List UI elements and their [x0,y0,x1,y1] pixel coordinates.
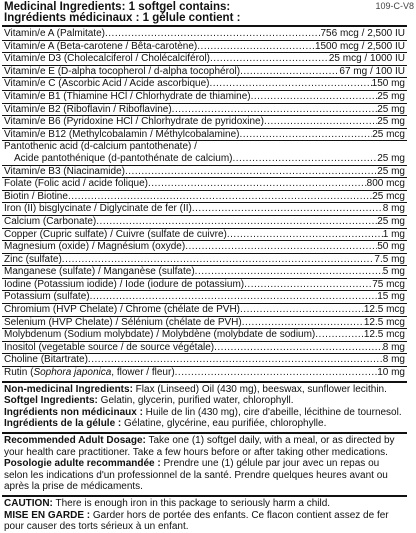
ingredient-name: Vitamin/e E (D-alpha tocopherol / d-alpha tocophérol) [4,65,241,77]
ingredient-amount: 25 mg [377,103,405,115]
ingredient-row [2,342,407,355]
leader-dots [88,354,383,366]
nonmed-fr-label: Ingrédients non médicinaux : [4,406,143,418]
ingredient-row [2,78,407,91]
ingredient-name: Choline (Bitartrate) [4,354,88,366]
leader-dots [105,28,321,40]
ingredient-row [2,53,407,66]
ingredient-row [2,104,407,117]
ingredient-amount: 150 mg [371,78,405,90]
nonmed-label: Non-medicinal Ingredients: [4,383,133,395]
ingredient-row-rutin [2,367,407,379]
ingredient-row [2,203,407,216]
pantothenic-line1: Pantothenic acid (d-calcium pantothenate) / [4,141,197,153]
ingredient-name: Vitamin/e B2 (Riboflavin / Riboflavine) [4,103,172,115]
leader-dots [68,191,372,203]
ingredient-amount: 25 mcg [372,128,405,140]
ingredient-row [2,266,407,279]
leader-dots [227,229,383,241]
ingredient-row [2,291,407,304]
ingredient-row [2,304,407,317]
ingredient-row [2,66,407,79]
gel-fr-label: Ingrédients de la gélule : [4,418,122,430]
ingredient-name: Biotin / Biotine [4,190,68,202]
rutin-name-post: , flower / fleur) [111,367,175,379]
ingredient-row [2,254,407,267]
non-medicinal-section [2,384,407,430]
ingredient-row [2,41,407,54]
leader-dots [251,91,378,103]
leader-dots [195,266,383,278]
ingredient-name: Vitamin/e A (Palmitate) [4,28,105,39]
ingredient-name: Molybdenum (Sodium molybdate) / Molybdène (molybdate de sodium) [4,329,316,341]
ingredient-row [2,166,407,179]
ingredient-name: Potassium (sulfate) [4,291,90,303]
caution-section [2,498,407,533]
ingredient-row [2,91,407,104]
ingredient-row [2,116,407,129]
ingredient-amount: 25 mg [377,165,405,177]
section-rule [2,381,407,383]
leader-dots [197,41,315,53]
ingredient-amount: 25 mg [377,90,405,102]
ingredient-amount: 12.5 mcg [363,316,405,328]
ingredient-amount: 67 mg / 100 IU [339,65,405,77]
ingredient-name: Inositol (vegetable source / de source végétale) [4,341,215,353]
ingredient-amount: 1 mg [382,228,405,240]
leader-dots [239,129,372,141]
leader-dots [185,241,377,253]
ingredient-name: Copper (Cupric sulfate) / Cuivre (sulfate de cuivre) [4,228,227,240]
ingredient-row [2,191,407,204]
leader-dots [242,317,364,329]
gel-fr-text: Gélatine, glycérine, eau purifiée, chlorophylle. [121,418,327,430]
ingredient-amount: 1500 mcg / 2,500 IU [314,40,405,52]
caution-fr-text: Garder hors de portée des enfants. Ce flacon contient assez de fer pour causer des torts sérieux à un enfant. [4,509,389,533]
softgel-label: Softgel Ingredients: [4,395,98,407]
caution-text: There is enough iron in this package to seriously harm a child. [52,497,331,509]
ingredient-amount: 25 mg [377,215,405,227]
ingredient-name: Manganese (sulfate) / Manganèse (sulfate) [4,266,195,278]
ingredient-name: Iodine (Potassium iodide) / Iode (iodure de potassium) [4,278,245,290]
pantothenic-line2 [2,153,407,165]
dosage-fr-text: Prendre une (1) gélule par jour avec un repas ou selon les indications d'un professionnel de la santé. Prendre quelques heures avant ou après la prise de médicaments. [4,458,388,493]
dosage-section [2,435,407,493]
section-rule [2,432,407,434]
leader-dots [62,254,375,266]
ingredient-amount: 12.5 mcg [363,329,405,341]
ingredient-amount: 8 mg [382,354,405,366]
ingredient-amount: 75 mcg [372,278,405,290]
ingredient-row [2,216,407,229]
header-rule [2,25,407,27]
ingredient-amount: 8 mg [382,341,405,353]
ingredient-name: Vitamin/e A (Beta-carotene / Bêta-carotène) [4,40,198,52]
ingredient-amount: 25 mcg [372,190,405,202]
ingredient-row [2,129,407,142]
ingredient-name: Vitamin/e B1 (Thiamine HCl / Chlorhydrate de thiamine) [4,90,251,102]
ingredient-row [2,229,407,242]
ingredient-row [2,28,407,41]
ingredient-row [2,354,407,367]
ingredient-name: Selenium (HVP Chelate) / Sélénium (chélate de PVH) [4,316,242,328]
leader-dots [315,329,364,341]
ingredient-name: Calcium (Carbonate) [4,215,97,227]
ingredient-amount: 15 mg [377,291,405,303]
header-french: Ingrédients médicinaux : 1 gélule contient : [4,12,241,24]
ingredient-name: Vitamin/e C (Ascorbic Acid / Acide ascorbique) [4,78,210,90]
ingredient-row [2,279,407,292]
leader-dots [210,53,329,65]
leader-dots [214,342,383,354]
ingredient-name: Vitamin/e B6 (Pyridoxine HCl / Chlorhydrate de pyridoxine) [4,116,264,128]
leader-dots [209,78,371,90]
rutin-name-pre: Rutin ( [4,367,34,379]
ingredient-amount: 7.5 mg [374,253,405,265]
caution-fr-label: MISE EN GARDE : [4,509,91,521]
ingredient-name: Magnesium (oxide) / Magnésium (oxyde) [4,241,186,253]
leader-dots [232,153,377,165]
ingredient-name: Folate (Folic acid / acide folique) [4,178,148,190]
dosage-fr-label: Posologie adulte recommandée : [4,458,161,470]
product-code: 109-C-V8 [375,1,414,11]
leader-dots [90,291,378,303]
leader-dots [264,116,377,128]
nonmed-text: Flax (Linseed) Oil (430 mg), beeswax, sunflower lecithin. [132,383,387,395]
ingredient-row [2,329,407,342]
leader-dots [192,203,383,215]
header-english: Medicinal Ingredients: 1 softgel contains: [4,1,231,13]
ingredient-name: Chromium (HVP Chelate) / Chrome (chélate de PVH) [4,304,241,316]
ingredient-name: Vitamin/e B3 (Niacinamide) [4,165,125,177]
ingredient-name: Acide pantothénique (d-pantothénate de calcium) [14,152,233,164]
dosage-text: Take one (1) softgel daily, with a meal, or as directed by your health care practitioner. Take a few hours before or after taking other medications. [4,435,395,458]
ingredient-amount: 25 mcg / 1000 IU [328,53,405,65]
medicinal-header [2,2,344,24]
softgel-text: Gelatin, glycerin, purified water, chlorophyll. [97,395,294,407]
ingredient-row [2,178,407,191]
leader-dots [175,367,378,379]
ingredient-row [2,241,407,254]
ingredient-amount: 25 mg [377,152,405,164]
ingredient-list-2 [2,166,407,368]
ingredient-amount: 5 mg [382,266,405,278]
ingredient-amount: 12.5 mcg [363,304,405,316]
ingredient-amount: 10 mg [377,367,405,379]
pantothenic-block [2,141,407,165]
ingredient-name: Iron (II) bisglycinate / Diglycinate de fer (II) [4,203,192,215]
leader-dots [244,279,372,291]
caution-label: CAUTION: [4,497,53,509]
leader-dots [172,104,378,116]
ingredient-amount: 8 mg [382,203,405,215]
ingredient-list [2,28,407,141]
ingredient-amount: 756 mcg / 2,500 IU [320,28,405,39]
ingredient-name: Zinc (sulfate) [4,253,62,265]
leader-dots [240,66,339,78]
leader-dots [96,216,377,228]
supplement-label [2,2,407,533]
ingredient-amount: 25 mg [377,116,405,128]
ingredient-amount: 50 mg [377,241,405,253]
rutin-latin-name: Sophora japonica [33,367,112,379]
nonmed-fr-text: Huile de lin (430 mg), cire d'abeille, lécithine de tournesol. [142,406,402,418]
ingredient-row [2,317,407,330]
leader-dots [125,166,377,178]
ingredient-name [4,367,175,379]
dosage-label: Recommended Adult Dosage: [4,435,146,446]
ingredient-amount: 800 mcg [366,178,405,190]
ingredient-name: Vitamin/e D3 (Cholecalciferol / Cholécalciférol) [4,53,211,65]
leader-dots [148,178,367,190]
leader-dots [240,304,364,316]
ingredient-name: Vitamin/e B12 (Methylcobalamin / Méthylcobalamine) [4,128,240,140]
section-rule [2,495,407,497]
